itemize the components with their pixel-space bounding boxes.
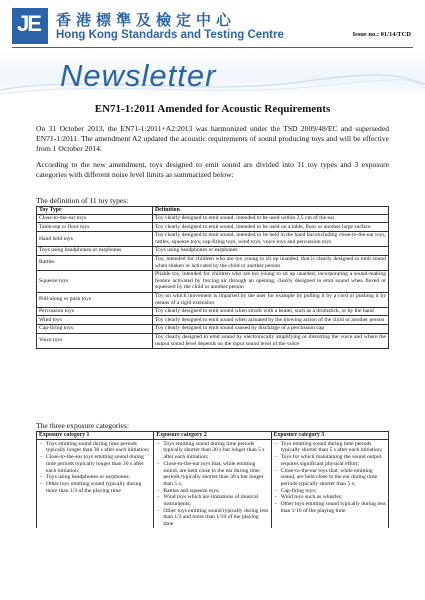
toy-type-cell: Squeeze toys (37, 270, 153, 292)
column-header-toy-type: Toy Type (37, 207, 153, 215)
table-row (37, 231, 389, 246)
list-item: - Wind toys which are imitations of musical instruments; (156, 494, 268, 507)
list-item: - Toys emitting sound during time periods typically shorter than 30 s but longer than 5 s after each initiation; (156, 441, 268, 461)
table-row (37, 246, 389, 255)
summary-paragraph: According to the new amendment, toys designed to emit sound are divided into 11 toy types and 3 exposure categories with different noise level limits as summarized below: (36, 160, 389, 179)
toy-type-cell: Hand held toys (37, 231, 153, 246)
issue-number: Issue no.: 01/14/TCD (352, 31, 411, 38)
exposure-body-row (37, 439, 389, 528)
table-row (37, 307, 389, 316)
definition-cell: Toy clearly designed to emit sound when struck with a beater, such as a drumstick, or by the hand (153, 307, 389, 316)
toy-type-cell: Pull-along or push toys (37, 292, 153, 307)
list-item: - Toys using headphones or earphones; (39, 474, 151, 481)
toy-type-cell: Wind toys (37, 316, 153, 325)
toy-type-cell: Cap-firing toys (37, 324, 153, 333)
definition-cell: Toy clearly designed to emit sound caused by discharge of a percussion cap (153, 324, 389, 333)
list-item: - Close-to-the-ear toys that, while emitting sound, are held close to the ear during time periods typically shorter than 5 s; (274, 468, 386, 488)
header-divider (12, 47, 413, 48)
toy-type-cell: Close-to-the-ear toys (37, 214, 153, 223)
toy-type-cell: Toys using headphones or earphones (37, 246, 153, 255)
exposure-header-row (37, 432, 389, 440)
definition-cell: Toy on which movement is imparted by the user for example by pulling it by a cord or pushing it by means of a rigid extension (153, 292, 389, 307)
toy-type-cell: Percussion toys (37, 307, 153, 316)
column-header-category-3: Exposure category 3 (271, 432, 388, 440)
toy-types-table (36, 206, 389, 349)
list-item: - Wind toys such as whistles; (274, 494, 386, 501)
definition-cell: Toy clearly designed to emit sound when actuated by the blowing action of the child or another person (153, 316, 389, 325)
table-row (37, 316, 389, 325)
list-item: - Close-to-the-ear toys that, while emitting sound, are held close to the ear during time periods typically shorter than 30 s but longer than 5 s; (156, 461, 268, 488)
list-item: - Other toys emitting sound typically during less than 1/3 and more than 1/10 of the playing time (156, 508, 268, 528)
org-name-chinese: 香港標準及檢定中心 (56, 11, 237, 29)
toy-type-cell: Rattles (37, 255, 153, 270)
list-item: - Toys emitting sound during time periods typically longer than 30 s after each initiation; (39, 441, 151, 454)
column-header-category-2: Exposure category 2 (154, 432, 271, 440)
toy-type-cell: Table-top or floor toys (37, 223, 153, 232)
definition-cell: Toy clearly designed to emit sound by electronically amplifying or distorting the voice and where the output sound level depends on the input sound level of the voice (153, 333, 389, 348)
org-name-english: Hong Kong Standards and Testing Centre (56, 29, 284, 41)
definition-cell: Pliable toy, intended for children who are too young to sit up unaided, incorporating a sound-making feature activated by forcing air through an opening, clearly designed to emit sound when flexed or squeezed by the child or another person (153, 270, 389, 292)
article-title: EN71-1:2011 Amended for Acoustic Requirements (94, 103, 331, 115)
table-row (37, 223, 389, 232)
definition-cell: Toy, intended for children who are too young to sit up unaided, that is clearly designed to emit sound when shaken or activated by the child or another person (153, 255, 389, 270)
hkstc-logo: JE (12, 8, 48, 44)
table-row (37, 255, 389, 270)
list-item: - Rattles and squeeze toys; (156, 488, 268, 495)
category-2-list (154, 439, 271, 528)
column-header-category-1: Exposure category 1 (37, 432, 154, 440)
table-row (37, 214, 389, 223)
list-item: - Close-to-the-ear toys emitting sound during time periods typically longer than 30 s after each initiation; (39, 454, 151, 474)
toy-types-header-row (37, 207, 389, 215)
exposure-caption: The three exposure categories: (36, 421, 129, 430)
definition-cell: Toy clearly designed to emit sound, intended to be used within 2,5 cm of the ear (153, 214, 389, 223)
table-row (37, 324, 389, 333)
definition-cell: Toy clearly designed to emit sound, intended to be used on a table, floor or another large surface (153, 223, 389, 232)
definition-cell: Toy clearly designed to emit sound, intended to be held in the hand but excluding close-to-the-ear toys, rattles, squeeze toys, cap-firing toys, wind toys, voice toys and percussion toys (153, 231, 389, 246)
exposure-categories-table (36, 431, 389, 528)
table-row (37, 333, 389, 348)
column-header-definition: Definition (153, 207, 389, 215)
intro-paragraph: On 31 October 2013, the EN71-1:2011+A2:2013 was harmonized under the TSD 2009/48/EC and superseded EN71-1:2011. The amendment A2 updated the acoustic requirements of sound producing toys and will be effective from 1 October 2014. (36, 124, 389, 153)
list-item: - Other toys emitting sound typically during less than 1/10 of the playing time (274, 501, 386, 514)
newsletter-masthead: Newsletter (60, 58, 217, 93)
category-1-list (37, 439, 154, 528)
toy-types-caption: The definition of 11 toy types: (36, 196, 129, 205)
table-row (37, 270, 389, 292)
list-item: - Other toys emitting sound typically during more than 1/3 of the playing time (39, 481, 151, 494)
toy-type-cell: Voice toys (37, 333, 153, 348)
category-3-list (271, 439, 388, 528)
list-item: - Toys for which maintaining the sound output requires significant physical effort; (274, 454, 386, 467)
list-item: - Toys emitting sound during time periods typically shorter than 5 s after each initiation; (274, 441, 386, 454)
list-item: - Cap-firing toys; (274, 488, 386, 495)
table-row (37, 292, 389, 307)
definition-cell: Toys using headphones or earphones (153, 246, 389, 255)
